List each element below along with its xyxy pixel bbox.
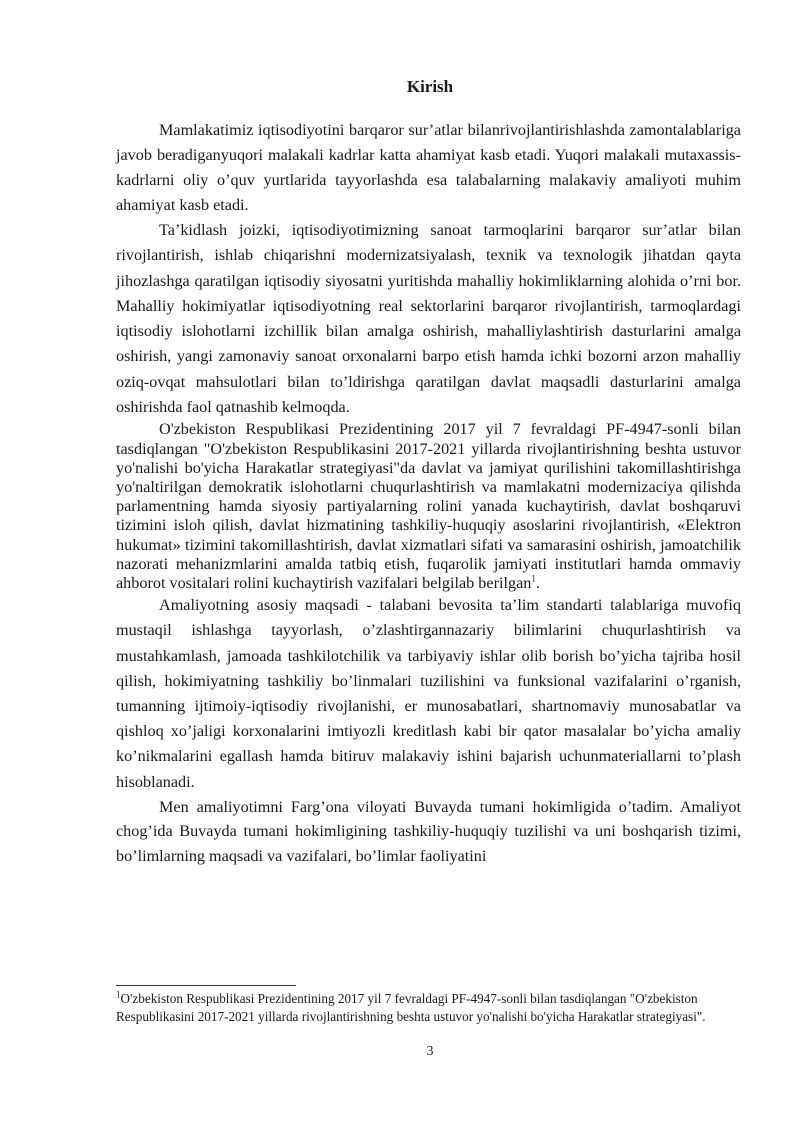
page-number: 3 [426,1044,434,1059]
paragraph-strategy-text: O'zbekiston Respublikasi Prezidentining 2017 yil 7 fevraldagi PF-4947-sonli bilan tasdiqlangan "O'zbekiston Respublikasini 2017-2021 yillarda rivojlantirishning beshta ustuvor yo'nalishi bo'yicha Harakatlar strategiyasi"da davlat va jamiyat qurilishini takomillashtirishga yo'naltirilgan demokratik islohotlarni chuqurlashtirish va mamlakatni modernizaciya qilishda parlamentning hamda siyosiy partiyalarning rolini yanada kuchaytirish, davlat boshqaruvi tizimini isloh qilish, davlat hizmatining tashkiliy-huquqiy asoslarini rivojlantirish, «Elektron hukumat» tizimini takomillashtirish, davlat xizmatlari sifati va samarasini oshirish, jamoatchilik nazorati mehanizmlarini amalda tatbiq etish, fuqarolik jamiyati institutlari hamda ommaviy ahborot vositalari rolini kuchaytirish vazifalari belgilab berilgan [116,420,741,592]
footnote-mark: 1 [116,989,121,1000]
paragraph-practice-place: Men amaliyotimni Farg’ona viloyati Buvayda tumani hokimligida o’tadim. Amaliyot chog’ida Buvayda tumani hokimligining tashkiliy-huquqiy tuzilishi va uni boshqarish tizimi, bo’limlarning maqsadi va vazifalari, bo’limlar faoliyatini [116,797,741,865]
footnote [116,990,756,1025]
paragraph-intro: Mamlakatimiz iqtisodiyotini barqaror sur’atlar bilanrivojlantirishlashda zamontalablariga javob beradiganyuqori malakali kadrlar katta ahamiyat kasb etadi. Yuqori malakali mutaxassis-kadrlarni oliy o’quv yurtlarida tayyorlashda esa talabalarning malakaviy amaliyoti muhim ahamiyat kasb etadi. [116,121,741,214]
paragraph-strategy-end: . [535,574,540,592]
footnote-reference[interactable]: 1 [531,573,536,584]
footnote-text: O'zbekiston Respublikasi Prezidentining 2017 yil 7 fevraldagi PF-4947-sonli bilan tasdiqlangan "O'zbekiston Respublikasini 2017-2021 yillarda rivojlantirishning beshta ustuvor yo'nalishi bo'yicha Harakatlar strategiyasi". [116,991,706,1024]
body-text [116,118,741,868]
page-title: Kirish [406,77,454,96]
paragraph-local-government: Ta’kidlash joizki, iqtisodiyotimizning sanoat tarmoqlarini barqaror sur’atlar bilan rivojlantirish, ishlab chiqarishni modernizatsiyalash, texnik va texnologik jihatdan qayta jihozlashga qaratilgan iqtisodiy siyosatni yuritishda mahalliy hokimliklarning alohida o’rni bor. Mahalliy hokimiyatlar iqtisodiyotning real sektorlarini barqaror rivojlantirish, tarmoqlardagi iqtisodiy islohotlarni izchillik bilan amalga oshirish, mahalliylashtirish dasturlarini amalga oshirish, yangi zamonaviy sanoat orxonalarni barpo etish hamda ichki bozorni arzon mahalliy oziq-ovqat mahsulotlari bilan to’ldirishga qaratilgan davlat maqsadli dasturlarini amalga oshirishda faol qatnashib kelmoqda. [116,221,741,417]
footnote-divider [116,985,296,986]
paragraph-strategy [116,420,741,593]
paragraph-practice-goal: Amaliyotning asosiy maqsadi - talabani bevosita ta’lim standarti talablariga muvofiq mustaqil ishlashga tayyorlash, o’zlashtirgannazariy bilimlarini chuqurlashtirish va mustahkamlash, jamoada tashkilotchilik va tarbiyaviy ishlar olib borish bo’yicha tajriba hosil qilish, hokimiyatning tashkiliy bo’linmalari tuzilishini va funksional vazifalarini o’rganish, tumanning ijtimoiy-iqtisodiy rivojlanishi, er munosabatlari, shartnomaviy munosabatlar va qishloq xo’jaligi korxonalarini imtiyozli kreditlash kabi bir qator masalalar bo’yicha amaliy ko’nikmalarini egallash hamda bitiruv malakaviy ishini bajarish uchunmateriallarni to’plash hisoblanadi. [116,596,741,791]
